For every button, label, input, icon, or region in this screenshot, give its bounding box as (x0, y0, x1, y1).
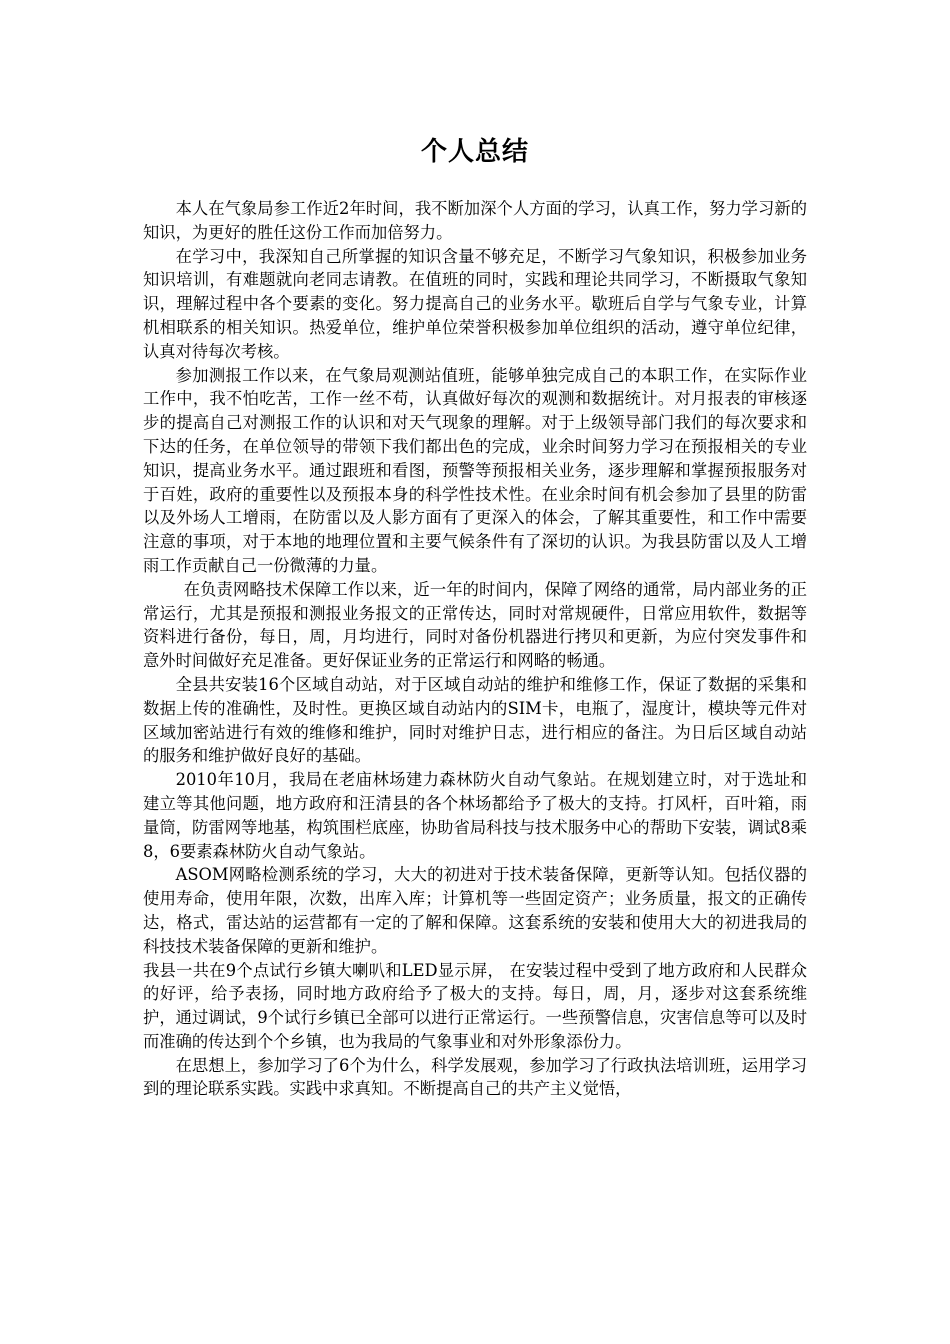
paragraph-observation: 参加测报工作以来，在气象局观测站值班，能够单独完成自己的本职工作，在实际作业工作中，我不怕吃苦，工作一丝不苟，认真做好每次的观测和数据统计。对月报表的审核逐步的提高自己对测报工作的认识和对天气现象的理解。对于上级领导部门我们的每次要求和下达的任务，在单位领导的带领下我们都出色的完成，业余时间努力学习在预报相关的专业知识，提高业务水平。通过跟班和看图，预警等预报相关业务，逐步理解和掌握预报服务对于百姓，政府的重要性以及预报本身的科学性技术性。在业余时间有机会参加了县里的防雷以及外场人工增雨，在防雷以及人影方面有了更深入的体会，了解其重要性，和工作中需要注意的事项，对于本地的地理位置和主要气候条件有了深切的认识。为我县防雷以及人工增雨工作贡献自己一份微薄的力量。 (143, 365, 807, 575)
document-body (143, 197, 807, 1101)
paragraph-auto-stations: 全县共安装16个区域自动站，对于区域自动站的维护和维修工作，保证了数据的采集和数据上传的准确性，及时性。更换区域自动站内的SIM卡，电瓶了，湿度计，模块等元件对区域加密站进行有效的维修和维护，同时对维护日志，进行相应的备注。为日后区域自动站的服务和维护做好良好的基础。 (143, 674, 807, 766)
paragraph-intro: 本人在气象局参工作近2年时间，我不断加深个人方面的学习，认真工作，努力学习新的知识，为更好的胜任这份工作而加倍努力。 (143, 199, 807, 242)
document-title: 个人总结 (420, 137, 529, 167)
paragraph-network: 在负责网略技术保障工作以来，近一年的时间内，保障了网络的通常，局内部业务的正常运行，尤其是预报和测报业务报文的正常传达，同时对常规硬件，日常应用软件，数据等资料进行备份，每日，周，月均进行，同时对备份机器进行拷贝和更新，为应付突发事件和意外时间做好充足准备。更好保证业务的正常运行和网略的畅通。 (143, 579, 807, 671)
paragraph-asom: ASOM网略检测系统的学习，大大的初进对于技术装备保障，更新等认知。包括仪器的使用寿命，使用年限，次数，出库入库；计算机等一些固定资产；业务质量，报文的正确传达，格式，雷达站的运营都有一定的了解和保障。这套系统的安装和使用大大的初进我局的科技技术装备保障的更新和维护。 (143, 865, 807, 956)
paragraph-ideology: 在思想上，参加学习了6个为什么，科学发展观，参加学习了行政执法培训班，运用学习到的理论联系实践。实践中求真知。不断提高自己的共产主义觉悟， (143, 1055, 807, 1099)
paragraph-forest-station: 2010年10月，我局在老庙林场建力森林防火自动气象站。在规划建立时，对于选址和建立等其他问题，地方政府和汪清县的各个林场都给予了极大的支持。打风杆，百叶箱，雨量筒，防雷网等地基，构筑围栏底座，协助省局科技与技术服务中心的帮助下安装，调试8乘8，6要素森林防火自动气象站。 (143, 770, 807, 861)
paragraph-led: 我县一共在9个点试行乡镇大喇叭和LED显示屏， 在安装过程中受到了地方政府和人民群众的好评，给予表扬，同时地方政府给予了极大的支持。每日，周，月，逐步对这套系统维护，通过调试，9个试行乡镇已全部可以进行正常运行。一些预警信息，灾害信息等可以及时而准确的传达到个个乡镇，也为我局的气象事业和对外形象添份力。 (143, 960, 807, 1051)
paragraph-study: 在学习中，我深知自己所掌握的知识含量不够充足，不断学习气象知识，积极参加业务知识培训，有难题就向老同志请教。在值班的同时，实践和理论共同学习，不断摄取气象知识，理解过程中各个要素的变化。努力提高自己的业务水平。歇班后自学与气象专业，计算机相联系的相关知识。热爱单位，维护单位荣誉积极参加单位组织的活动，遵守单位纪律，认真对待每次考核。 (143, 246, 807, 361)
